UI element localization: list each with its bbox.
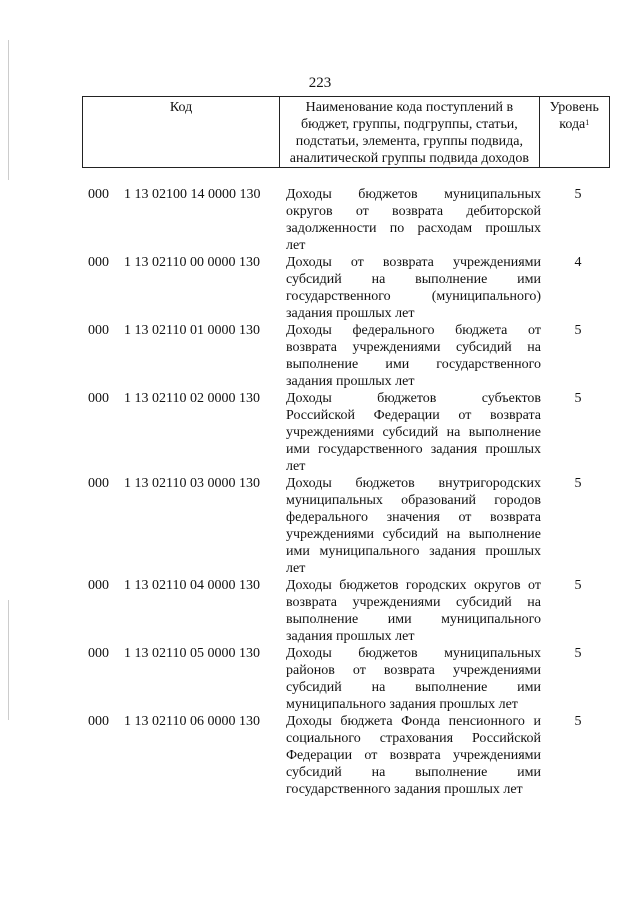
table-row xyxy=(0,254,640,322)
row-name-line: субсидий на выполнение ими xyxy=(286,765,541,780)
row-name-line: Федерации от возврата учреждениями xyxy=(286,748,541,763)
header-code-label: Код xyxy=(169,100,193,115)
row-income-code: 1 13 02110 03 0000 130 xyxy=(124,476,260,491)
row-income-name xyxy=(286,390,541,475)
row-name-line: лет xyxy=(286,238,306,253)
row-name-line: задания прошлых лет xyxy=(286,306,415,321)
row-income-code: 1 13 02110 00 0000 130 xyxy=(124,255,260,270)
header-name-line: подстатьи, элемента, группы подвида, xyxy=(295,134,523,149)
row-income-code: 1 13 02100 14 0000 130 xyxy=(124,187,261,202)
row-name-line: Доходы бюджета Фонда пенсионного и xyxy=(286,714,541,729)
row-prefix-code: 000 xyxy=(88,646,109,661)
row-name-line: возврата учреждениями субсидий на xyxy=(286,595,541,610)
row-name-line: Доходы бюджетов муниципальных xyxy=(286,187,541,202)
row-income-code: 1 13 02110 05 0000 130 xyxy=(124,646,260,661)
row-name-line: Российской Федерации от возврата xyxy=(286,408,541,423)
table-row xyxy=(0,186,640,254)
table-row xyxy=(0,713,640,798)
row-income-code: 1 13 02110 06 0000 130 xyxy=(124,714,260,729)
scan-edge-mark xyxy=(8,40,9,180)
header-name-line: Наименование кода поступлений в xyxy=(305,100,514,115)
table-row xyxy=(0,475,640,577)
row-prefix-code: 000 xyxy=(88,187,109,202)
row-name-line: лет xyxy=(286,459,306,474)
row-name-line: Доходы бюджетов внутригородских xyxy=(286,476,541,491)
row-code-level: 4 xyxy=(574,255,582,270)
table-row xyxy=(0,322,640,390)
table-row xyxy=(0,645,640,713)
row-name-line: учреждениями субсидий на выполнение xyxy=(286,425,541,440)
row-income-name xyxy=(286,186,541,254)
row-prefix-code: 000 xyxy=(88,476,109,491)
row-income-name xyxy=(286,475,541,577)
row-code-level: 5 xyxy=(574,646,582,661)
row-income-name xyxy=(286,322,541,390)
row-income-code: 1 13 02110 04 0000 130 xyxy=(124,578,260,593)
row-name-line: лет xyxy=(286,561,306,576)
row-income-name xyxy=(286,713,541,798)
row-name-line: Доходы бюджетов городских округов от xyxy=(286,578,541,593)
table-header xyxy=(82,96,610,168)
row-name-line: социального страхования Российской xyxy=(286,731,541,746)
row-name-line: Доходы бюджетов субъектов xyxy=(286,391,541,406)
header-level-cell xyxy=(539,97,609,168)
row-code-level: 5 xyxy=(574,476,582,491)
row-prefix-code: 000 xyxy=(88,578,109,593)
header-name-cell xyxy=(280,97,539,168)
row-name-line: муниципальных образований городов xyxy=(286,493,541,508)
row-code-level: 5 xyxy=(574,391,582,406)
row-income-code: 1 13 02110 01 0000 130 xyxy=(124,323,260,338)
header-name-line: бюджет, группы, подгруппы, статьи, xyxy=(301,117,518,132)
row-name-line: выполнение ими муниципального xyxy=(286,612,541,627)
row-name-line: субсидий на выполнение ими xyxy=(286,272,541,287)
header-name-line: аналитической группы подвида доходов xyxy=(289,151,529,166)
row-name-line: Доходы бюджетов муниципальных xyxy=(286,646,541,661)
row-name-line: субсидий на выполнение ими xyxy=(286,680,541,695)
row-name-line: государственного задания прошлых лет xyxy=(286,782,523,797)
table-row xyxy=(0,390,640,475)
row-name-line: выполнение ими государственного xyxy=(286,357,541,372)
row-name-line: задания прошлых лет xyxy=(286,374,415,389)
row-name-line: ими государственного задания прошлых xyxy=(286,442,541,457)
row-name-line: учреждениями субсидий на выполнение xyxy=(286,527,541,542)
row-income-name xyxy=(286,577,541,645)
row-prefix-code: 000 xyxy=(88,391,109,406)
header-level-label: кода xyxy=(559,117,586,132)
row-name-line: Доходы от возврата учреждениями xyxy=(286,255,541,270)
row-name-line: Доходы федерального бюджета от xyxy=(286,323,541,338)
page-number: 223 xyxy=(308,75,332,91)
header-level-line xyxy=(542,116,607,133)
row-income-name xyxy=(286,254,541,322)
row-prefix-code: 000 xyxy=(88,255,109,270)
row-name-line: задания прошлых лет xyxy=(286,629,415,644)
row-name-line: задолженности по расходам прошлых xyxy=(286,221,541,236)
row-prefix-code: 000 xyxy=(88,714,109,729)
row-name-line: районов от возврата учреждениями xyxy=(286,663,541,678)
footnote-marker: 1 xyxy=(585,118,590,127)
row-code-level: 5 xyxy=(574,714,582,729)
row-income-name xyxy=(286,645,541,713)
row-name-line: государственного (муниципального) xyxy=(286,289,541,304)
row-code-level: 5 xyxy=(574,323,582,338)
row-income-code: 1 13 02110 02 0000 130 xyxy=(124,391,260,406)
row-code-level: 5 xyxy=(574,187,582,202)
row-name-line: округов от возврата дебиторской xyxy=(286,204,541,219)
row-code-level: 5 xyxy=(574,578,582,593)
row-name-line: муниципального задания прошлых лет xyxy=(286,697,518,712)
table-row xyxy=(0,577,640,645)
row-name-line: федерального значения от возврата xyxy=(286,510,541,525)
header-code-cell xyxy=(83,97,280,168)
row-prefix-code: 000 xyxy=(88,323,109,338)
row-name-line: возврата учреждениями субсидий на xyxy=(286,340,541,355)
header-level-line: Уровень xyxy=(549,100,599,115)
row-name-line: ими муниципального задания прошлых xyxy=(286,544,541,559)
